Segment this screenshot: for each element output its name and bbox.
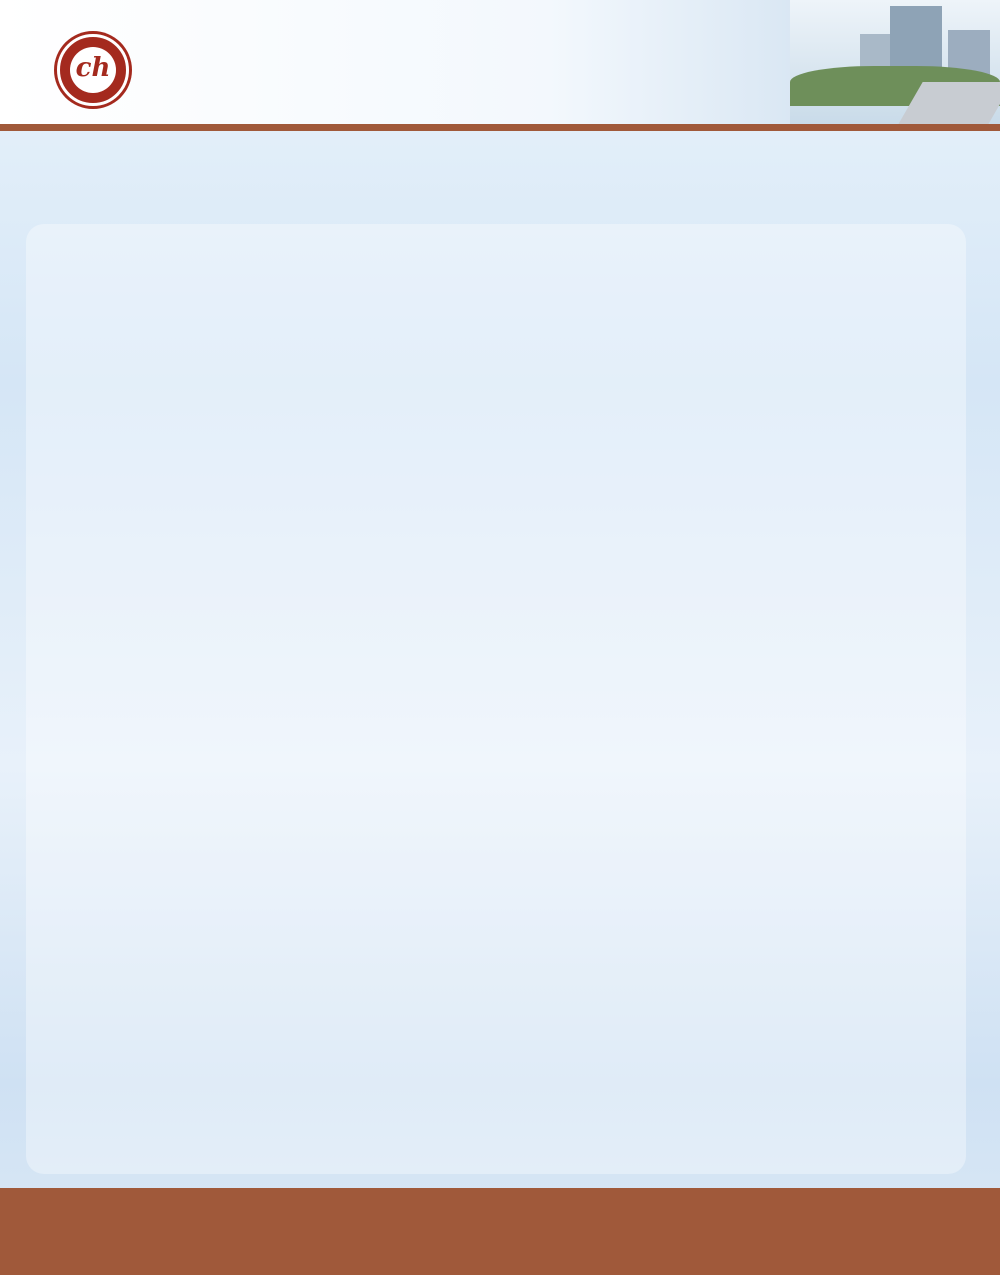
footer-slogans <box>0 1210 1000 1254</box>
header <box>0 0 1000 124</box>
header-divider <box>0 124 1000 131</box>
schedule-table <box>50 243 954 1146</box>
hospital-building-photo <box>790 0 1000 124</box>
hospital-logo: ch <box>57 34 129 106</box>
